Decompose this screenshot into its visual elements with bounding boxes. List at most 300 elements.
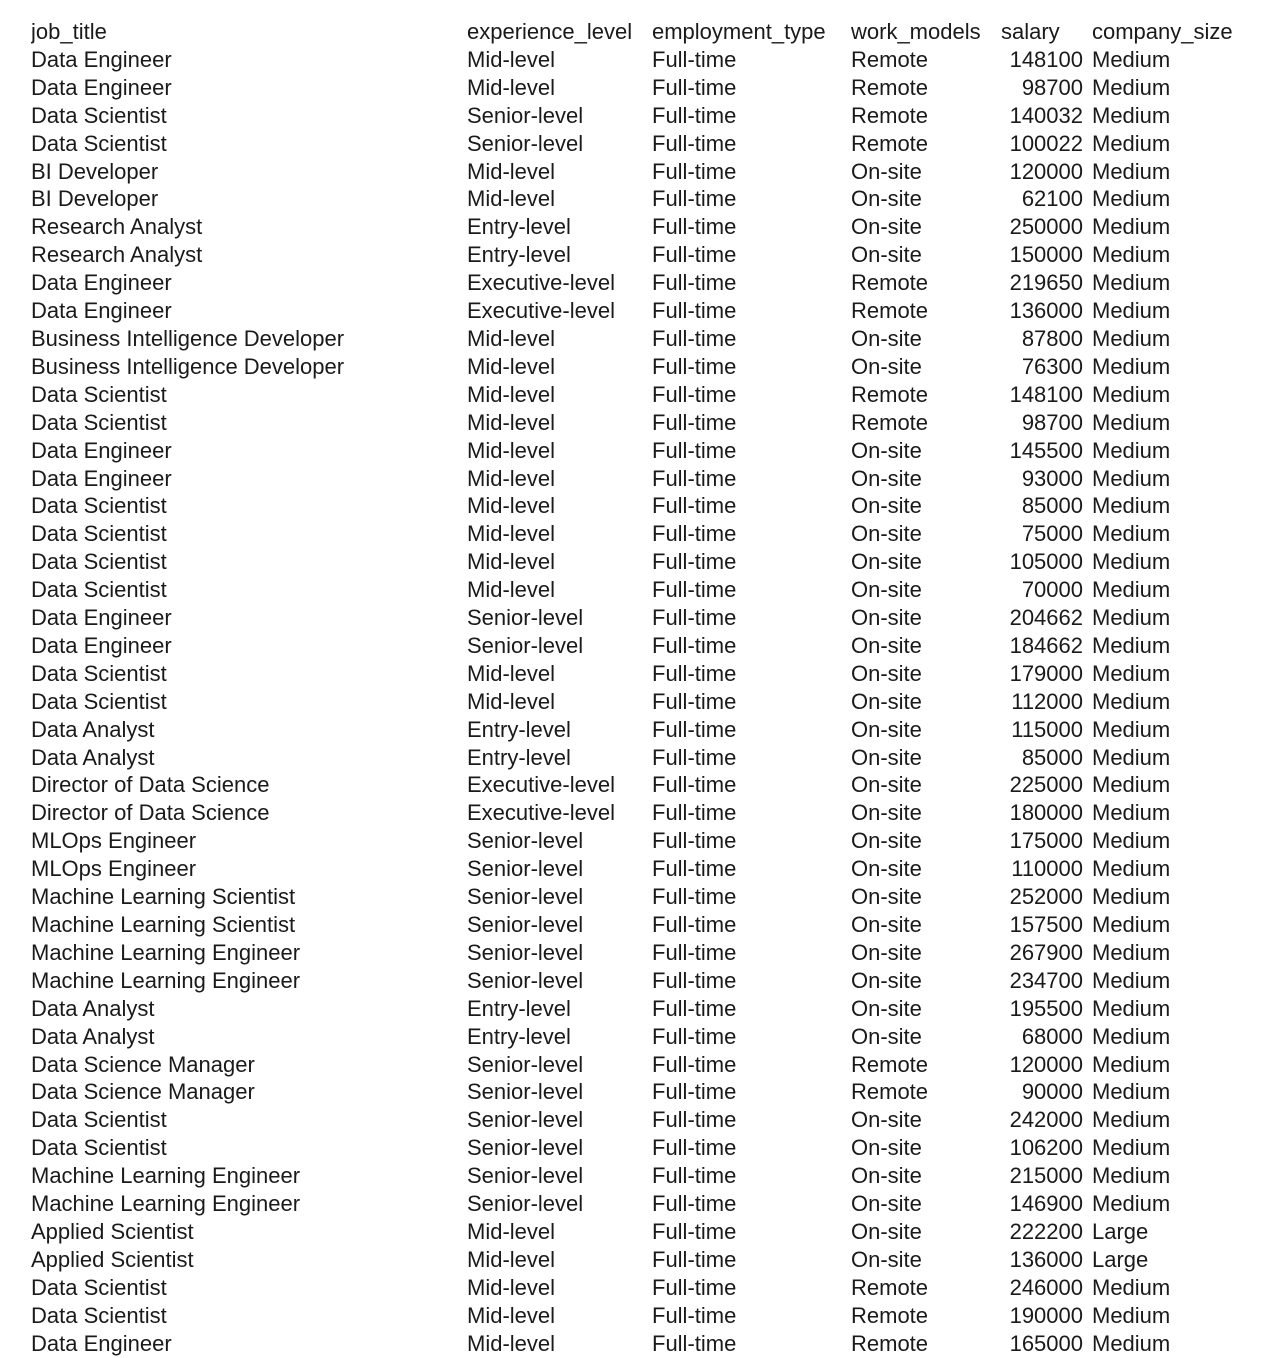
table-row <box>31 1330 1242 1358</box>
cell-employment-type: Full-time <box>652 325 737 351</box>
cell-company-size: Medium <box>1092 884 1171 910</box>
table-row <box>31 437 1242 465</box>
cell-company-size: Medium <box>1092 912 1171 937</box>
cell-experience-level: Senior-level <box>467 1079 584 1105</box>
cell-employment-type: Full-time <box>652 298 737 324</box>
cell-experience-level: Senior-level <box>467 1107 584 1133</box>
cell-experience-level: Entry-level <box>467 995 571 1021</box>
cell-experience-level: Mid-level <box>467 549 556 575</box>
header-row <box>31 18 1242 46</box>
cell-job-title: Data Engineer <box>31 1330 172 1356</box>
cell-experience-level: Senior-level <box>467 856 584 882</box>
cell-work-models: On-site <box>851 1191 922 1217</box>
cell-job-title: Data Scientist <box>31 1135 167 1161</box>
cell-salary: 140032 <box>1009 102 1083 128</box>
cell-work-models: Remote <box>851 102 929 128</box>
cell-experience-level: Mid-level <box>467 1274 556 1300</box>
table-row <box>31 660 1242 688</box>
cell-company-size: Medium <box>1092 270 1171 296</box>
cell-experience-level: Mid-level <box>467 1218 556 1244</box>
cell-employment-type: Full-time <box>652 1051 737 1077</box>
cell-experience-level: Senior-level <box>467 939 584 965</box>
table-row <box>31 883 1242 911</box>
header-job-title: job_title <box>31 19 107 44</box>
cell-employment-type: Full-time <box>652 409 737 435</box>
table-row <box>31 130 1242 158</box>
cell-employment-type: Full-time <box>652 772 737 798</box>
cell-work-models: On-site <box>851 186 922 212</box>
table-row <box>31 939 1242 967</box>
cell-salary: 136000 <box>1009 298 1083 324</box>
table-row <box>31 1190 1242 1218</box>
cell-company-size: Medium <box>1092 74 1171 100</box>
cell-experience-level: Senior-level <box>467 884 584 910</box>
table-row <box>31 158 1242 186</box>
cell-job-title: Machine Learning Engineer <box>31 1163 301 1189</box>
table-row <box>31 46 1242 74</box>
cell-company-size: Medium <box>1092 493 1171 519</box>
cell-job-title: Data Engineer <box>31 465 172 491</box>
table-row <box>31 1218 1242 1246</box>
cell-experience-level: Entry-level <box>467 744 571 770</box>
cell-employment-type: Full-time <box>652 158 737 184</box>
cell-experience-level: Mid-level <box>467 437 556 463</box>
cell-employment-type: Full-time <box>652 1107 737 1133</box>
table-row <box>31 213 1242 241</box>
table-row <box>31 688 1242 716</box>
cell-job-title: Research Analyst <box>31 242 203 268</box>
cell-work-models: On-site <box>851 856 922 882</box>
cell-work-models: On-site <box>851 1218 922 1244</box>
cell-salary: 150000 <box>1009 242 1083 268</box>
cell-work-models: On-site <box>851 1107 922 1133</box>
cell-work-models: On-site <box>851 800 922 826</box>
cell-experience-level: Senior-level <box>467 1135 584 1161</box>
cell-company-size: Medium <box>1092 1051 1171 1077</box>
table-row <box>31 1106 1242 1134</box>
header-experience-level: experience_level <box>467 19 633 44</box>
cell-job-title: Data Scientist <box>31 1107 167 1133</box>
table-row <box>31 297 1242 325</box>
cell-experience-level: Mid-level <box>467 493 556 519</box>
cell-work-models: On-site <box>851 605 922 631</box>
cell-company-size: Medium <box>1092 186 1171 212</box>
cell-work-models: On-site <box>851 1163 922 1189</box>
cell-job-title: Data Engineer <box>31 74 172 100</box>
table-row <box>31 102 1242 130</box>
cell-company-size: Medium <box>1092 325 1171 351</box>
table-row <box>31 381 1242 409</box>
table-row <box>31 1162 1242 1190</box>
cell-salary: 215000 <box>1009 1163 1083 1189</box>
cell-experience-level: Mid-level <box>467 381 556 407</box>
cell-experience-level: Mid-level <box>467 158 556 184</box>
table-row <box>31 604 1242 632</box>
table-row <box>31 716 1242 744</box>
cell-job-title: Data Scientist <box>31 549 167 575</box>
cell-employment-type: Full-time <box>652 353 737 379</box>
cell-work-models: On-site <box>851 1135 922 1161</box>
cell-experience-level: Mid-level <box>467 353 556 379</box>
cell-salary: 204662 <box>1009 605 1083 631</box>
cell-job-title: Business Intelligence Developer <box>31 325 345 351</box>
cell-experience-level: Mid-level <box>467 1330 556 1356</box>
cell-employment-type: Full-time <box>652 660 737 686</box>
cell-salary: 234700 <box>1009 967 1083 993</box>
cell-salary: 106200 <box>1009 1135 1083 1161</box>
cell-work-models: On-site <box>851 549 922 575</box>
cell-job-title: Applied Scientist <box>31 1246 194 1272</box>
cell-job-title: Machine Learning Engineer <box>31 1191 301 1217</box>
cell-employment-type: Full-time <box>652 1274 737 1300</box>
cell-job-title: Data Engineer <box>31 46 172 72</box>
cell-work-models: On-site <box>851 884 922 910</box>
cell-company-size: Medium <box>1092 1274 1171 1300</box>
table-row <box>31 74 1242 102</box>
table-row <box>31 995 1242 1023</box>
cell-employment-type: Full-time <box>652 912 737 937</box>
cell-company-size: Medium <box>1092 437 1171 463</box>
cell-salary: 98700 <box>1021 74 1083 100</box>
cell-employment-type: Full-time <box>652 1163 737 1189</box>
cell-employment-type: Full-time <box>652 577 737 603</box>
table-row <box>31 576 1242 604</box>
cell-salary: 112000 <box>1011 688 1083 714</box>
table-row <box>31 911 1242 939</box>
cell-company-size: Medium <box>1092 632 1171 658</box>
cell-company-size: Medium <box>1092 660 1171 686</box>
cell-company-size: Medium <box>1092 1191 1171 1217</box>
cell-employment-type: Full-time <box>652 437 737 463</box>
cell-company-size: Medium <box>1092 1107 1171 1133</box>
cell-company-size: Medium <box>1092 214 1171 240</box>
cell-work-models: On-site <box>851 912 922 937</box>
cell-salary: 242000 <box>1009 1107 1083 1133</box>
cell-company-size: Medium <box>1092 1079 1171 1105</box>
cell-job-title: BI Developer <box>31 186 159 212</box>
table-row <box>31 827 1242 855</box>
cell-experience-level: Mid-level <box>467 577 556 603</box>
cell-employment-type: Full-time <box>652 856 737 882</box>
cell-job-title: Director of Data Science <box>31 772 270 798</box>
cell-employment-type: Full-time <box>652 381 737 407</box>
cell-work-models: On-site <box>851 465 922 491</box>
cell-work-models: On-site <box>851 1246 922 1272</box>
cell-salary: 146900 <box>1009 1191 1083 1217</box>
cell-job-title: Machine Learning Scientist <box>31 912 296 937</box>
cell-company-size: Medium <box>1092 130 1171 156</box>
table-row <box>31 632 1242 660</box>
cell-salary: 179000 <box>1009 660 1083 686</box>
table-row <box>31 241 1242 269</box>
cell-company-size: Medium <box>1092 828 1171 854</box>
cell-job-title: Data Engineer <box>31 437 172 463</box>
table-row <box>31 548 1242 576</box>
cell-job-title: Data Science Manager <box>31 1051 255 1077</box>
cell-job-title: Data Scientist <box>31 688 167 714</box>
cell-company-size: Large <box>1092 1246 1149 1272</box>
cell-work-models: Remote <box>851 1330 929 1356</box>
cell-job-title: Data Scientist <box>31 409 167 435</box>
cell-salary: 120000 <box>1009 158 1083 184</box>
cell-salary: 148100 <box>1009 381 1083 407</box>
table-row <box>31 1274 1242 1302</box>
cell-work-models: On-site <box>851 242 922 268</box>
cell-salary: 267900 <box>1009 939 1083 965</box>
cell-experience-level: Mid-level <box>467 186 556 212</box>
cell-company-size: Medium <box>1092 1330 1171 1356</box>
cell-employment-type: Full-time <box>652 1302 737 1328</box>
cell-employment-type: Full-time <box>652 130 737 156</box>
cell-experience-level: Senior-level <box>467 130 584 156</box>
cell-salary: 165000 <box>1009 1330 1083 1356</box>
cell-experience-level: Senior-level <box>467 967 584 993</box>
cell-experience-level: Entry-level <box>467 214 571 240</box>
cell-employment-type: Full-time <box>652 1191 737 1217</box>
cell-work-models: On-site <box>851 521 922 547</box>
cell-work-models: Remote <box>851 409 929 435</box>
cell-experience-level: Mid-level <box>467 409 556 435</box>
cell-job-title: BI Developer <box>31 158 159 184</box>
cell-company-size: Medium <box>1092 716 1171 742</box>
cell-job-title: Data Scientist <box>31 102 167 128</box>
cell-experience-level: Mid-level <box>467 1246 556 1272</box>
cell-experience-level: Senior-level <box>467 912 584 937</box>
cell-company-size: Medium <box>1092 46 1171 72</box>
cell-experience-level: Senior-level <box>467 632 584 658</box>
cell-salary: 115000 <box>1011 716 1083 742</box>
cell-company-size: Medium <box>1092 688 1171 714</box>
cell-employment-type: Full-time <box>652 1330 737 1356</box>
cell-salary: 90000 <box>1021 1079 1083 1105</box>
cell-company-size: Medium <box>1092 995 1171 1021</box>
cell-salary: 87800 <box>1021 325 1083 351</box>
cell-work-models: On-site <box>851 716 922 742</box>
cell-salary: 62100 <box>1021 186 1083 212</box>
cell-salary: 70000 <box>1021 577 1083 603</box>
cell-salary: 85000 <box>1021 493 1083 519</box>
cell-experience-level: Entry-level <box>467 242 571 268</box>
cell-job-title: Director of Data Science <box>31 800 270 826</box>
table-row <box>31 409 1242 437</box>
cell-job-title: Machine Learning Scientist <box>31 884 296 910</box>
table-row <box>31 520 1242 548</box>
cell-company-size: Medium <box>1092 772 1171 798</box>
cell-salary: 105000 <box>1009 549 1083 575</box>
cell-job-title: MLOps Engineer <box>31 828 197 854</box>
table-row <box>31 492 1242 520</box>
cell-company-size: Medium <box>1092 521 1171 547</box>
cell-salary: 184662 <box>1009 632 1083 658</box>
cell-job-title: Data Scientist <box>31 660 167 686</box>
cell-job-title: Data Engineer <box>31 632 172 658</box>
cell-company-size: Medium <box>1092 605 1171 631</box>
cell-salary: 76300 <box>1021 353 1083 379</box>
cell-work-models: Remote <box>851 130 929 156</box>
cell-work-models: Remote <box>851 1302 929 1328</box>
cell-company-size: Medium <box>1092 409 1171 435</box>
table-row <box>31 1051 1242 1079</box>
cell-work-models: On-site <box>851 744 922 770</box>
cell-salary: 148100 <box>1009 46 1083 72</box>
cell-company-size: Medium <box>1092 102 1171 128</box>
cell-experience-level: Mid-level <box>467 660 556 686</box>
cell-company-size: Large <box>1092 1218 1149 1244</box>
cell-salary: 75000 <box>1021 521 1083 547</box>
cell-work-models: On-site <box>851 353 922 379</box>
cell-employment-type: Full-time <box>652 242 737 268</box>
table-row <box>31 799 1242 827</box>
cell-job-title: Data Engineer <box>31 605 172 631</box>
cell-experience-level: Senior-level <box>467 828 584 854</box>
header-salary: salary <box>1001 19 1060 44</box>
cell-company-size: Medium <box>1092 1302 1171 1328</box>
cell-employment-type: Full-time <box>652 493 737 519</box>
table-row <box>31 269 1242 297</box>
cell-work-models: On-site <box>851 437 922 463</box>
cell-salary: 145500 <box>1009 437 1083 463</box>
cell-employment-type: Full-time <box>652 465 737 491</box>
table-row <box>31 744 1242 772</box>
cell-experience-level: Mid-level <box>467 465 556 491</box>
cell-company-size: Medium <box>1092 353 1171 379</box>
cell-salary: 120000 <box>1009 1051 1083 1077</box>
cell-employment-type: Full-time <box>652 102 737 128</box>
cell-job-title: MLOps Engineer <box>31 856 197 882</box>
cell-salary: 98700 <box>1021 409 1083 435</box>
data-table <box>31 18 1242 1358</box>
cell-employment-type: Full-time <box>652 884 737 910</box>
cell-work-models: On-site <box>851 577 922 603</box>
cell-job-title: Data Scientist <box>31 381 167 407</box>
table-row <box>31 967 1242 995</box>
cell-work-models: Remote <box>851 381 929 407</box>
cell-experience-level: Executive-level <box>467 270 615 296</box>
cell-work-models: On-site <box>851 632 922 658</box>
cell-job-title: Data Engineer <box>31 298 172 324</box>
cell-work-models: Remote <box>851 46 929 72</box>
header-employment-type: employment_type <box>652 19 826 44</box>
cell-work-models: On-site <box>851 214 922 240</box>
cell-experience-level: Senior-level <box>467 605 584 631</box>
table-row <box>31 771 1242 799</box>
table-row <box>31 185 1242 213</box>
cell-salary: 136000 <box>1009 1246 1083 1272</box>
cell-employment-type: Full-time <box>652 688 737 714</box>
cell-experience-level: Mid-level <box>467 325 556 351</box>
header-company-size: company_size <box>1092 19 1233 44</box>
cell-work-models: On-site <box>851 158 922 184</box>
cell-employment-type: Full-time <box>652 828 737 854</box>
cell-company-size: Medium <box>1092 465 1171 491</box>
cell-employment-type: Full-time <box>652 632 737 658</box>
cell-company-size: Medium <box>1092 1163 1171 1189</box>
cell-company-size: Medium <box>1092 939 1171 965</box>
cell-salary: 85000 <box>1021 744 1083 770</box>
cell-employment-type: Full-time <box>652 939 737 965</box>
cell-salary: 225000 <box>1009 772 1083 798</box>
cell-salary: 68000 <box>1021 1023 1083 1049</box>
cell-employment-type: Full-time <box>652 967 737 993</box>
cell-job-title: Machine Learning Engineer <box>31 939 301 965</box>
cell-experience-level: Executive-level <box>467 298 615 324</box>
cell-salary: 219650 <box>1009 270 1083 296</box>
cell-job-title: Data Analyst <box>31 995 155 1021</box>
cell-work-models: On-site <box>851 772 922 798</box>
cell-work-models: On-site <box>851 967 922 993</box>
cell-employment-type: Full-time <box>652 744 737 770</box>
table-row <box>31 1023 1242 1051</box>
cell-experience-level: Senior-level <box>467 1191 584 1217</box>
cell-job-title: Data Scientist <box>31 1302 167 1328</box>
cell-company-size: Medium <box>1092 800 1171 826</box>
cell-work-models: On-site <box>851 325 922 351</box>
cell-work-models: On-site <box>851 688 922 714</box>
cell-salary: 110000 <box>1011 856 1083 882</box>
cell-employment-type: Full-time <box>652 995 737 1021</box>
cell-job-title: Data Analyst <box>31 1023 155 1049</box>
cell-company-size: Medium <box>1092 381 1171 407</box>
cell-company-size: Medium <box>1092 744 1171 770</box>
cell-experience-level: Senior-level <box>467 1051 584 1077</box>
cell-work-models: Remote <box>851 270 929 296</box>
cell-employment-type: Full-time <box>652 1079 737 1105</box>
table-row <box>31 325 1242 353</box>
cell-work-models: Remote <box>851 1051 929 1077</box>
cell-salary: 93000 <box>1021 465 1083 491</box>
cell-company-size: Medium <box>1092 967 1171 993</box>
table-row <box>31 465 1242 493</box>
cell-work-models: Remote <box>851 298 929 324</box>
table-row <box>31 1246 1242 1274</box>
cell-company-size: Medium <box>1092 1135 1171 1161</box>
cell-experience-level: Mid-level <box>467 1302 556 1328</box>
cell-employment-type: Full-time <box>652 800 737 826</box>
cell-job-title: Data Science Manager <box>31 1079 255 1105</box>
cell-salary: 100022 <box>1009 130 1083 156</box>
cell-salary: 222200 <box>1009 1218 1083 1244</box>
cell-employment-type: Full-time <box>652 186 737 212</box>
cell-employment-type: Full-time <box>652 716 737 742</box>
cell-job-title: Data Engineer <box>31 270 172 296</box>
cell-employment-type: Full-time <box>652 1246 737 1272</box>
cell-employment-type: Full-time <box>652 46 737 72</box>
cell-company-size: Medium <box>1092 577 1171 603</box>
cell-employment-type: Full-time <box>652 521 737 547</box>
cell-experience-level: Entry-level <box>467 1023 571 1049</box>
header-work-models: work_models <box>851 19 981 44</box>
cell-experience-level: Mid-level <box>467 688 556 714</box>
cell-experience-level: Entry-level <box>467 716 571 742</box>
cell-employment-type: Full-time <box>652 214 737 240</box>
cell-work-models: On-site <box>851 828 922 854</box>
cell-employment-type: Full-time <box>652 549 737 575</box>
cell-company-size: Medium <box>1092 242 1171 268</box>
cell-work-models: On-site <box>851 939 922 965</box>
cell-job-title: Data Scientist <box>31 1274 167 1300</box>
cell-employment-type: Full-time <box>652 1135 737 1161</box>
cell-company-size: Medium <box>1092 549 1171 575</box>
cell-salary: 252000 <box>1009 884 1083 910</box>
table-row <box>31 1134 1242 1162</box>
cell-job-title: Machine Learning Engineer <box>31 967 301 993</box>
cell-work-models: On-site <box>851 493 922 519</box>
cell-work-models: Remote <box>851 1274 929 1300</box>
cell-experience-level: Mid-level <box>467 74 556 100</box>
cell-experience-level: Mid-level <box>467 521 556 547</box>
table-row <box>31 855 1242 883</box>
cell-salary: 250000 <box>1009 214 1083 240</box>
